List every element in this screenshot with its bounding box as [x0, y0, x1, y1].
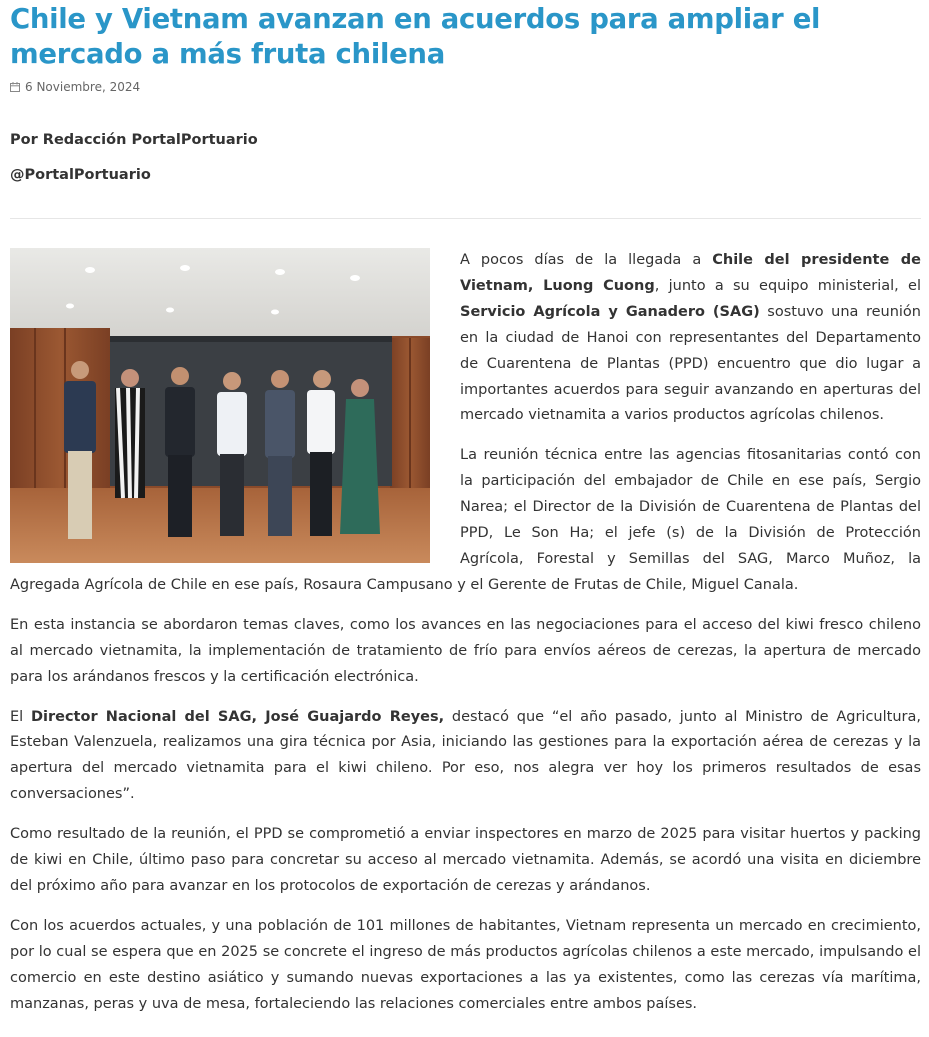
article-photo	[10, 248, 430, 563]
twitter-handle[interactable]: @PortalPortuario	[10, 167, 151, 183]
paragraph-2: La reunión técnica entre las agencias fitosanitarias contó con la participación del embajador de Chile en ese país, Sergio Narea; el Director de la División de Cuarentena de Plantas del PPD, Le Son Ha; el jefe (s) de la División de Protección Agrícola, Forestal y Semillas del SAG, Marco Muñoz, la Agregada Agrícola de Chile en ese país, Rosaura Campusano y el Gerente de Frutas de Chile, Miguel Canala.	[10, 447, 921, 593]
divider	[10, 218, 921, 219]
post-meta	[10, 80, 921, 94]
calendar-icon	[10, 82, 20, 92]
paragraph-5: Como resultado de la reunión, el PPD se comprometió a enviar inspectores en marzo de 2025 para visitar huertos y packing de kiwi en Chile, último paso para concretar su acceso al mercado vietnamita. Además, se acordó una visita en diciembre del próximo año para avanzar en los protocolos de exportación de cerezas y arándanos.	[10, 826, 921, 894]
p1-bold-2: Servicio Agrícola y Ganadero (SAG)	[460, 303, 760, 320]
p1-text-2: , junto a su equipo ministerial, el	[654, 277, 921, 294]
article-body	[10, 248, 921, 1017]
paragraph-4	[10, 705, 921, 809]
p4-text-2: destacó que “el año pasado, junto al Ministro de Agricultura, Esteban Valenzuela, realizamos una gira técnica por Asia, iniciando las gestiones para la exportación aérea de cerezas y la apertura del mercado vietnamita para el kiwi chileno. Por eso, nos alegra ver hoy los primeros resultados de esas conversaciones”.	[10, 708, 921, 803]
p4-text-1: El	[10, 708, 31, 725]
byline: Por Redacción PortalPortuario	[10, 132, 258, 148]
paragraph-3: En esta instancia se abordaron temas claves, como los avances en las negociaciones para el acceso del kiwi fresco chileno al mercado vietnamita, la implementación de tratamiento de frío para envíos aéreos de cerezas, la apertura de mercado para los arándanos frescos y la certificación electrónica.	[10, 616, 921, 685]
p4-bold-1: Director Nacional del SAG, José Guajardo Reyes,	[30, 708, 445, 725]
p1-text-3: sostuvo una reunión en la ciudad de Hanoi con representantes del Departamento de Cuarentena de Plantas (PPD) encuentro que dio lugar a importantes acuerdos para seguir avanzando en aperturas del mercado vietnamita a varios productos agrícolas chilenos.	[460, 303, 921, 424]
article-title: Chile y Vietnam avanzan en acuerdos para ampliar el mercado a más fruta chilena	[10, 3, 821, 70]
p1-text-1: A pocos días de la llegada a	[460, 252, 713, 268]
paragraph-6: Con los acuerdos actuales, y una población de 101 millones de habitantes, Vietnam representa un mercado en crecimiento, por lo cual se espera que en 2025 se concrete el ingreso de más productos agrícolas chilenos a este mercado, impulsando el comercio en este destino asiático y sumando nuevas exportaciones a las ya existentes, como las cerezas vía marítima, manzanas, peras y uva de mesa, fortaleciendo las relaciones comerciales entre ambos países.	[10, 917, 921, 1012]
post-date: 6 Noviembre, 2024	[25, 80, 141, 94]
p1-bold-1: Chile del presidente de Vietnam, Luong Cuong	[460, 252, 921, 294]
article	[10, 0, 921, 1017]
